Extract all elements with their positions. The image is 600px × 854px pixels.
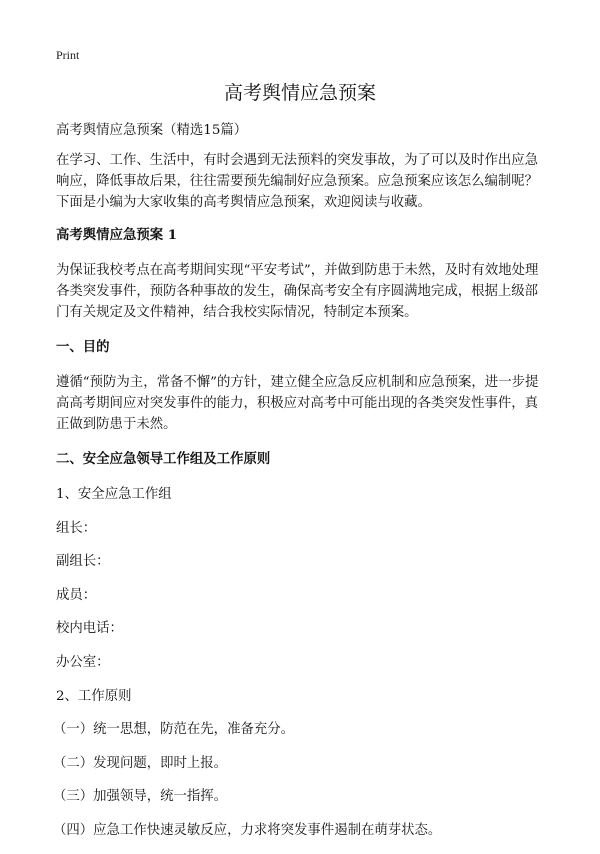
section-heading-1: 高考舆情应急预案 1 bbox=[56, 227, 178, 243]
page-title: 高考舆情应急预案 bbox=[223, 82, 376, 104]
list-item: 成员： bbox=[56, 587, 97, 603]
document-body bbox=[53, 120, 548, 854]
heading-purpose: 一、目的 bbox=[56, 339, 110, 355]
list-item: 校内电话： bbox=[56, 621, 123, 637]
list-item: 副组长： bbox=[56, 554, 110, 570]
list-item: 1、安全应急工作组 bbox=[56, 487, 172, 502]
list-item: 2、工作原则 bbox=[56, 688, 132, 704]
list-item: 办公室： bbox=[56, 654, 110, 670]
section-1-paragraph: 为保证我校考点在高考期间实现“平安考试”，并做到防患于未然，及时有效地处理各类突发事件，预防各种事故的发生，确保高考安全有序圆满地完成，根据上级部门有关规定及文件精神，结合我校实际情况，特制定本预案。 bbox=[56, 263, 539, 320]
list-item: （二）发现问题，即时上报。 bbox=[53, 755, 228, 771]
document-subtitle: 高考舆情应急预案（精选15篇） bbox=[56, 123, 248, 138]
intro-paragraph: 在学习、工作、生活中，有时会遇到无法预料的突发事故，为了可以及时作出应急响应，降低事故后果，往往需要预先编制好应急预案。应急预案应该怎么编制呢？下面是小编为大家收集的高考舆情应急预案，欢迎阅读与收藏。 bbox=[56, 153, 539, 210]
purpose-paragraph: 遵循“预防为主，常备不懈”的方针，建立健全应急反应机制和应急预案，进一步提高高考期间应对突发事件的能力，积极应对高考中可能出现的各类突发性事件，真正做到防患于未然。 bbox=[56, 375, 539, 432]
heading-leadership: 二、安全应急领导工作组及工作原则 bbox=[56, 451, 271, 467]
list-item: （一）统一思想，防范在先，准备充分。 bbox=[53, 722, 295, 738]
list-item: （四）应急工作快速灵敏反应，力求将突发事件遏制在萌芽状态。 bbox=[53, 822, 442, 838]
list-item: （三）加强领导，统一指挥。 bbox=[53, 789, 228, 805]
list-item: 组长： bbox=[56, 520, 97, 536]
print-label: Print bbox=[56, 48, 80, 62]
